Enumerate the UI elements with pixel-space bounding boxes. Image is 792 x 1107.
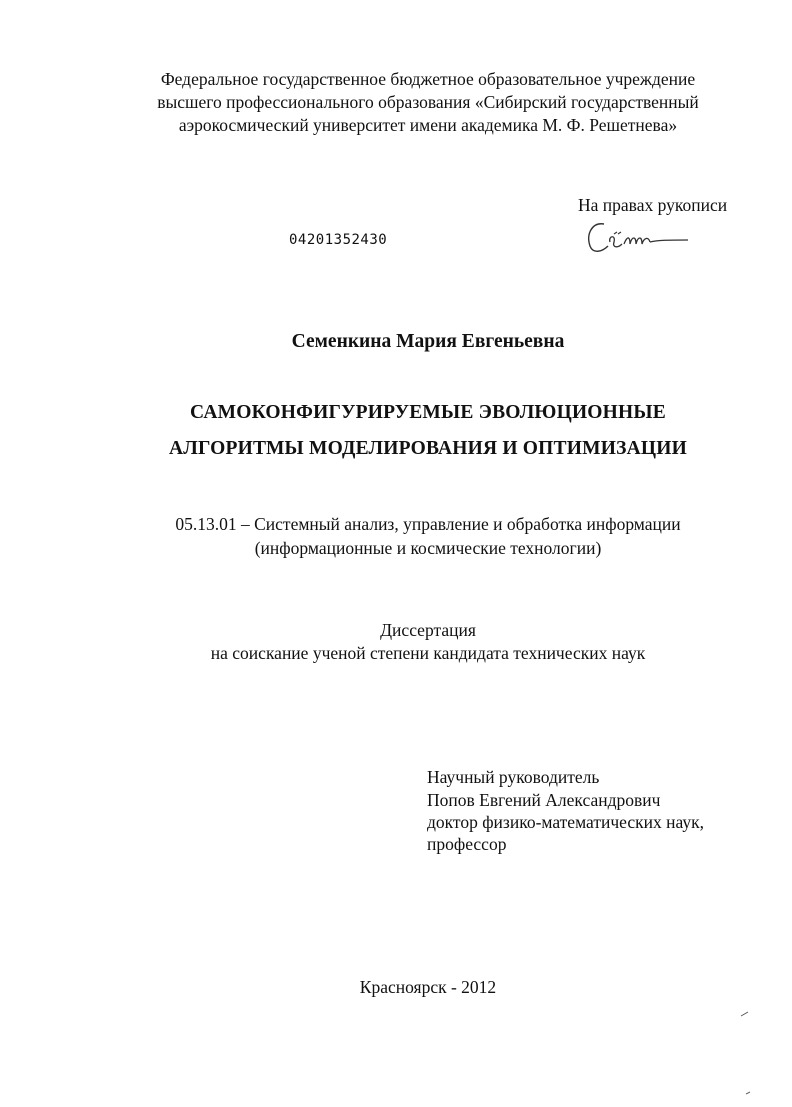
specialty-line-1: 05.13.01 – Системный анализ, управление и обработка информации bbox=[175, 514, 681, 534]
organization-line-1: Федеральное государственное бюджетное образовательное учреждение bbox=[160, 69, 696, 89]
dissertation-type: Диссертация bbox=[380, 620, 476, 640]
advisor-name: Попов Евгений Александрович bbox=[427, 790, 661, 810]
advisor-degree: доктор физико-математических наук, bbox=[427, 812, 704, 832]
organization-line-3: аэрокосмический университет имени академика М. Ф. Решетнева» bbox=[178, 115, 678, 135]
scan-mark bbox=[740, 1011, 750, 1017]
organization-line-2: высшего профессионального образования «Сибирский государственный bbox=[157, 92, 699, 112]
author-name: Семенкина Мария Евгеньевна bbox=[291, 331, 565, 352]
handwritten-signature bbox=[584, 212, 694, 260]
advisor-title: профессор bbox=[427, 834, 507, 854]
scan-mark bbox=[744, 1090, 754, 1096]
place-year: Красноярск - 2012 bbox=[359, 977, 497, 997]
thesis-title-line-1: САМОКОНФИГУРИРУЕМЫЕ ЭВОЛЮЦИОННЫЕ bbox=[190, 402, 666, 423]
advisor-label: Научный руководитель bbox=[427, 767, 600, 787]
registration-code: 04201352430 bbox=[289, 232, 388, 248]
thesis-title-line-2: АЛГОРИТМЫ МОДЕЛИРОВАНИЯ И ОПТИМИЗАЦИИ bbox=[169, 438, 687, 459]
specialty-line-2: (информационные и космические технологии) bbox=[254, 538, 602, 558]
degree-line: на соискание ученой степени кандидата технических наук bbox=[210, 643, 646, 663]
manuscript-note: На правах рукописи bbox=[578, 195, 728, 215]
